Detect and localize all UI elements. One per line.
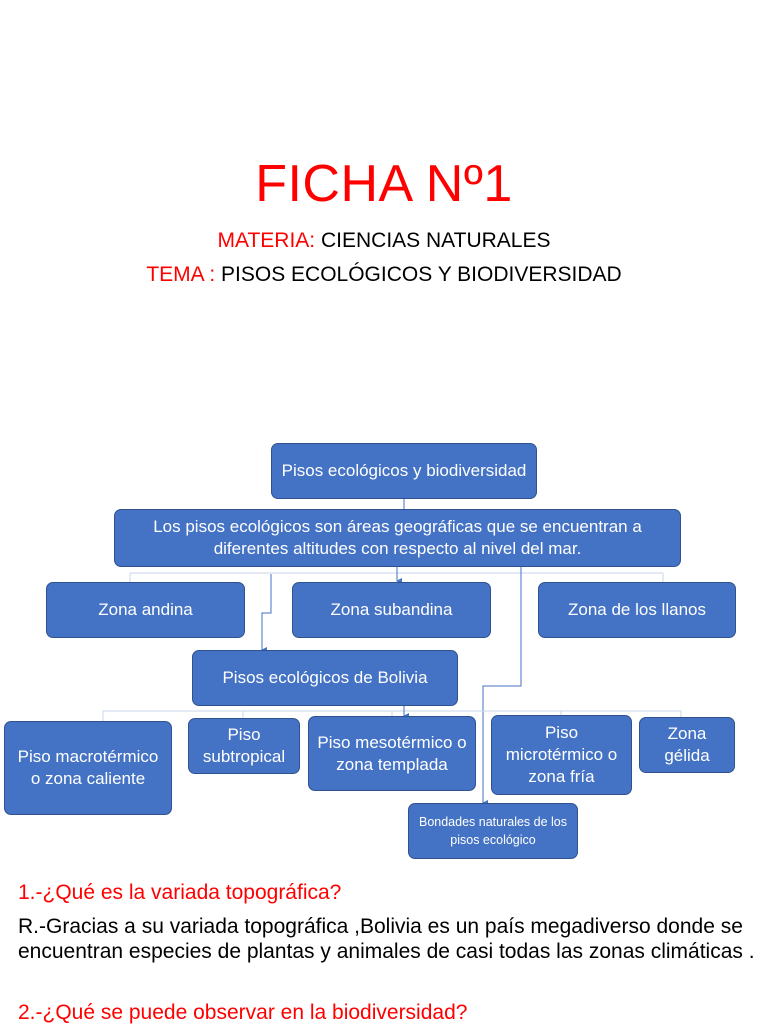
diagram-root-box: Pisos ecológicos y biodiversidad [271, 443, 537, 499]
bolivia-box: Pisos ecológicos de Bolivia [192, 650, 458, 706]
zone-subandina-box: Zona subandina [292, 582, 491, 638]
question-1: 1.-¿Qué es la variada topográfica? [18, 881, 342, 904]
tema-value: PISOS ECOLÓGICOS Y BIODIVERSIDAD [221, 263, 622, 286]
bondades-box: Bondades naturales de los pisos ecológico [408, 803, 578, 859]
piso-macrotermico-box: Piso macrotérmico o zona caliente [4, 721, 172, 815]
zone-llanos-box: Zona de los llanos [538, 582, 736, 638]
answer-1: R.-Gracias a su variada topográfica ,Bolivia es un país megadiverso donde se encuentran especies de plantas y animales de casi todas las zonas climáticas . [18, 915, 755, 963]
piso-subtropical-box: Piso subtropical [188, 718, 300, 774]
piso-mesotermico-box: Piso mesotérmico o zona templada [308, 716, 476, 791]
definition-box: Los pisos ecológicos son áreas geográficas que se encuentran a diferentes altitudes con respecto al nivel del mar. [114, 509, 681, 567]
materia-label: MATERIA: [217, 229, 316, 252]
zone-andina-box: Zona andina [46, 582, 245, 638]
connector-to-bolivia [262, 574, 271, 650]
page-title: FICHA Nº1 [255, 155, 513, 213]
piso-microtermico-box: Piso microtérmico o zona fría [491, 715, 632, 795]
tema-label: TEMA : [146, 263, 216, 286]
materia-value: CIENCIAS NATURALES [320, 229, 551, 252]
zona-gelida-box: Zona gélida [639, 717, 735, 773]
question-2: 2.-¿Qué se puede observar en la biodiversidad? [18, 1001, 468, 1024]
